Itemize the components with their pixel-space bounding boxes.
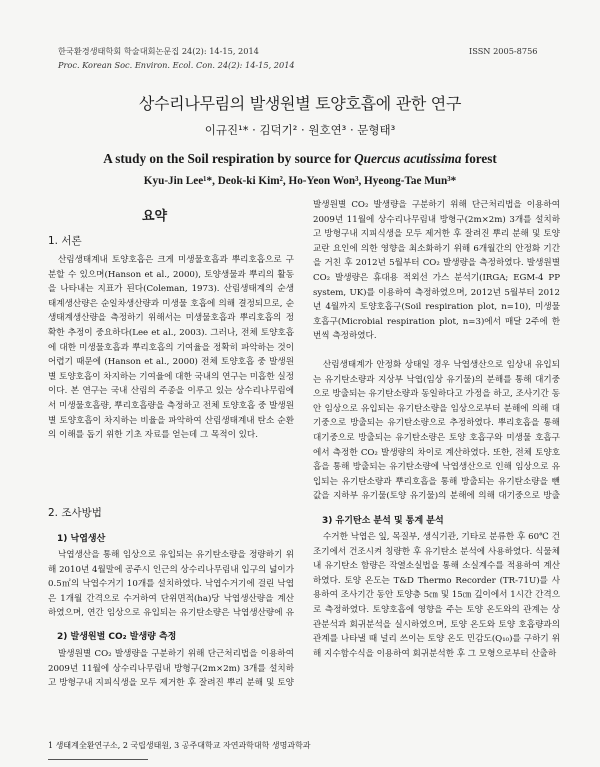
title-en-prefix: A study on the Soil respiration by source for <box>103 151 355 166</box>
subsection-co2: 2) 발생원별 CO₂ 발생량 측정 <box>57 632 177 642</box>
affiliation-footnote: 1 생태계全환연구소, 2 국립생태원, 3 공주대학교 자연과학대학 생명과학과 <box>48 741 311 750</box>
carbon-balance-paragraph: 산림생태계가 안정화 상태일 경우 낙엽생산으로 임상내 유입되는 유기탄소량과 지상부 낙엽(임상 유기물)의 분해를 통해 대기중으로 방출되는 유기탄소량과 동일하다고 가정을 하고, 조사기간 동안 임상으로 유입되는 유기탄소량을 임상으로부터 분해에 의해 대기중으로 방출되는 유기탄소량으로 추정하였다. 뿌리호흡을 통해 대기중으로 방출되는 유기탄소량은 토양 호흡구와 미생물 호흡구에서 측정한 CO₂ 발생량의 차이로 계산하였다. 또한, 전체 토양호흡을 통해 방출되는 유기탄소량에 낙엽생산으로 인해 임상으로 유입되는 유기탄소량과 뿌리호흡을 통해 방출되는 유기탄소량을 뺀 값을 지하부 유기물(토양 유기물)의 분해에 의해 대기중으로 방출 <box>313 360 560 502</box>
journal-header-ko: 한국환경생태학회 학술대회논문집 24(2): 14-15, 2014 <box>58 46 259 56</box>
co2-paragraph: 발생원별 CO₂ 발생량을 구분하기 위해 단근처리법을 이용하여 2009년 11월에 상수리나무림내 방형구(2m×2m) 3개를 설치하고 방형구내 지피식생을 모두 제거한 후 잘려진 뿌리 분해 및 토양 <box>48 649 294 689</box>
authors-english: Kyu-Jin Lee¹*, Deok-ki Kim², Ho-Yeon Won³, Hyeong-Tae Mun³* <box>143 175 457 187</box>
subsection-analysis: 3) 유기탄소 분석 및 통계 분석 <box>322 516 444 526</box>
litter-paragraph: 낙엽생산을 통해 임상으로 유입되는 유기탄소량을 정량하기 위해 2010년 4월말에 공주시 인근의 상수리나무림내 입구의 넓이가 0.5㎡의 낙엽수거기 10개를 설치하였다. 낙엽수거기에 걸린 낙엽은 1개월 간격으로 수거하여 단위면적(ha)당 낙엽생산량을 계산하였으며, 연간 임상으로 유입되는 유기탄소량은 낙엽생산량에 유 <box>48 550 294 619</box>
section-introduction: 1. 서론 <box>48 235 82 247</box>
litter-text-block <box>48 548 294 621</box>
analysis-paragraph: 수거한 낙엽은 잎, 목질부, 생식기관, 기타로 분류한 후 60℃ 건조기에서 건조시켜 칭량한 후 유기탄소 분석에 사용하였다. 식물체내 유기탄소 함량은 작열소실법을 통해 소실계수를 적용하여 계산하였다. 토양 온도는 T&D Thermo Recorder (TR-71U)를 사용하여 조사기간 동안 토양층 5㎝ 및 15㎝ 깊이에서 1시간 간격으로 측정하였다. 토양호흡에 영향을 주는 토양 온도와의 관계는 상관분석과 회귀분석을 실시하였으며, 토양 온도와 토양 호흡량과의 관계를 나타낼 때 널리 쓰이는 토양 온도 민감도(Q₁₀)를 구하기 위해 지수함수식을 이용하여 회귀분석한 후 그 모형으로부터 산출하 <box>313 532 560 659</box>
co2-paragraph-continued: 발생원별 CO₂ 발생량을 구분하기 위해 단근처리법을 이용하여 2009년 11월에 상수리나무림내 방형구(2m×2m) 3개를 설치하고 방형구내 지피식생을 모두 제거한 후 잘려진 뿌리 분해 및 토양 교란 요인에 의한 영향을 최소화하기 위해 6개월간의 안정화 기간을 거친 후 2012년 5월부터 CO₂ 발생량을 측정하였다. 발생원별 CO₂ 발생량은 휴대용 적외선 가스 분석기(IRGA; EGM-4 PP system, UK)를 이용하여 측정하였으며, 2012년 5월부터 2012년 4월까지 토양호흡구(Soil respiration plot, n=10), 미생물호흡구(Microbial respiration plot, n=3)에서 매달 2주에 한번씩 측정하였다. <box>313 200 560 342</box>
title-korean: 상수리나무림의 발생원별 토양호흡에 관한 연구 <box>138 94 462 113</box>
journal-header-en: Proc. Korean Soc. Environ. Ecol. Con. 24(2): 14-15, 2014 <box>58 60 295 70</box>
issn: ISSN 2005-8756 <box>469 46 538 56</box>
co2-text-block-right-2 <box>313 358 560 504</box>
intro-paragraph: 산림생태계내 토양호흡은 크게 미생물호흡과 뿌리호흡으로 구분할 수 있으며(Hanson et al., 2000), 토양생물과 뿌리의 활동을 나타내는 지표가 된다(Coleman, 1973). 산림생태계의 순생태계생산량은 순일차생산량과 미생물 호흡에 의해 결정되므로, 순생태계생산량을 측정하기 위해서는 미생물호흡과 뿌리호흡의 정확한 추정이 중요하다(Lee et al., 2003). 그러나, 전체 토양호흡에 대한 미생물호흡과 뿌리호흡의 기여율을 정확히 파악하는 것이 어렵기 때문에 (Hanson et al., 2000) 전체 토양호흡 중 발생원별 토양호흡이 차지하는 기여율에 대한 국내의 연구는 미흡한 실정이다. 본 연구는 국내 산림의 주종을 이루고 있는 상수리나무림에서 미생물호흡량, 뿌리호흡량을 측정하고 전체 토양호흡 중 발생원별 토양호흡이 차지하는 비율을 파악하여 산림생태계내 탄소 순환의 이해를 돕기 위한 기초 자료를 얻는데 그 목적이 있다. <box>48 255 294 441</box>
title-en-suffix: forest <box>461 151 497 166</box>
title-english <box>0 151 600 167</box>
co2-text-block-right <box>313 198 560 352</box>
authors-korean: 이규진¹* · 김덕기² · 원호연³ · 문형태³ <box>204 123 396 137</box>
abstract-heading: 요약 <box>142 209 168 224</box>
intro-text-block <box>48 253 294 468</box>
species-name: Quercus acutissima <box>354 151 462 166</box>
subsection-litter: 1) 낙엽생산 <box>57 534 106 544</box>
footnote-divider <box>48 759 148 760</box>
section-methods: 2. 조사방법 <box>48 507 102 519</box>
co2-text-block-left <box>48 647 294 691</box>
analysis-text-block <box>313 530 560 705</box>
